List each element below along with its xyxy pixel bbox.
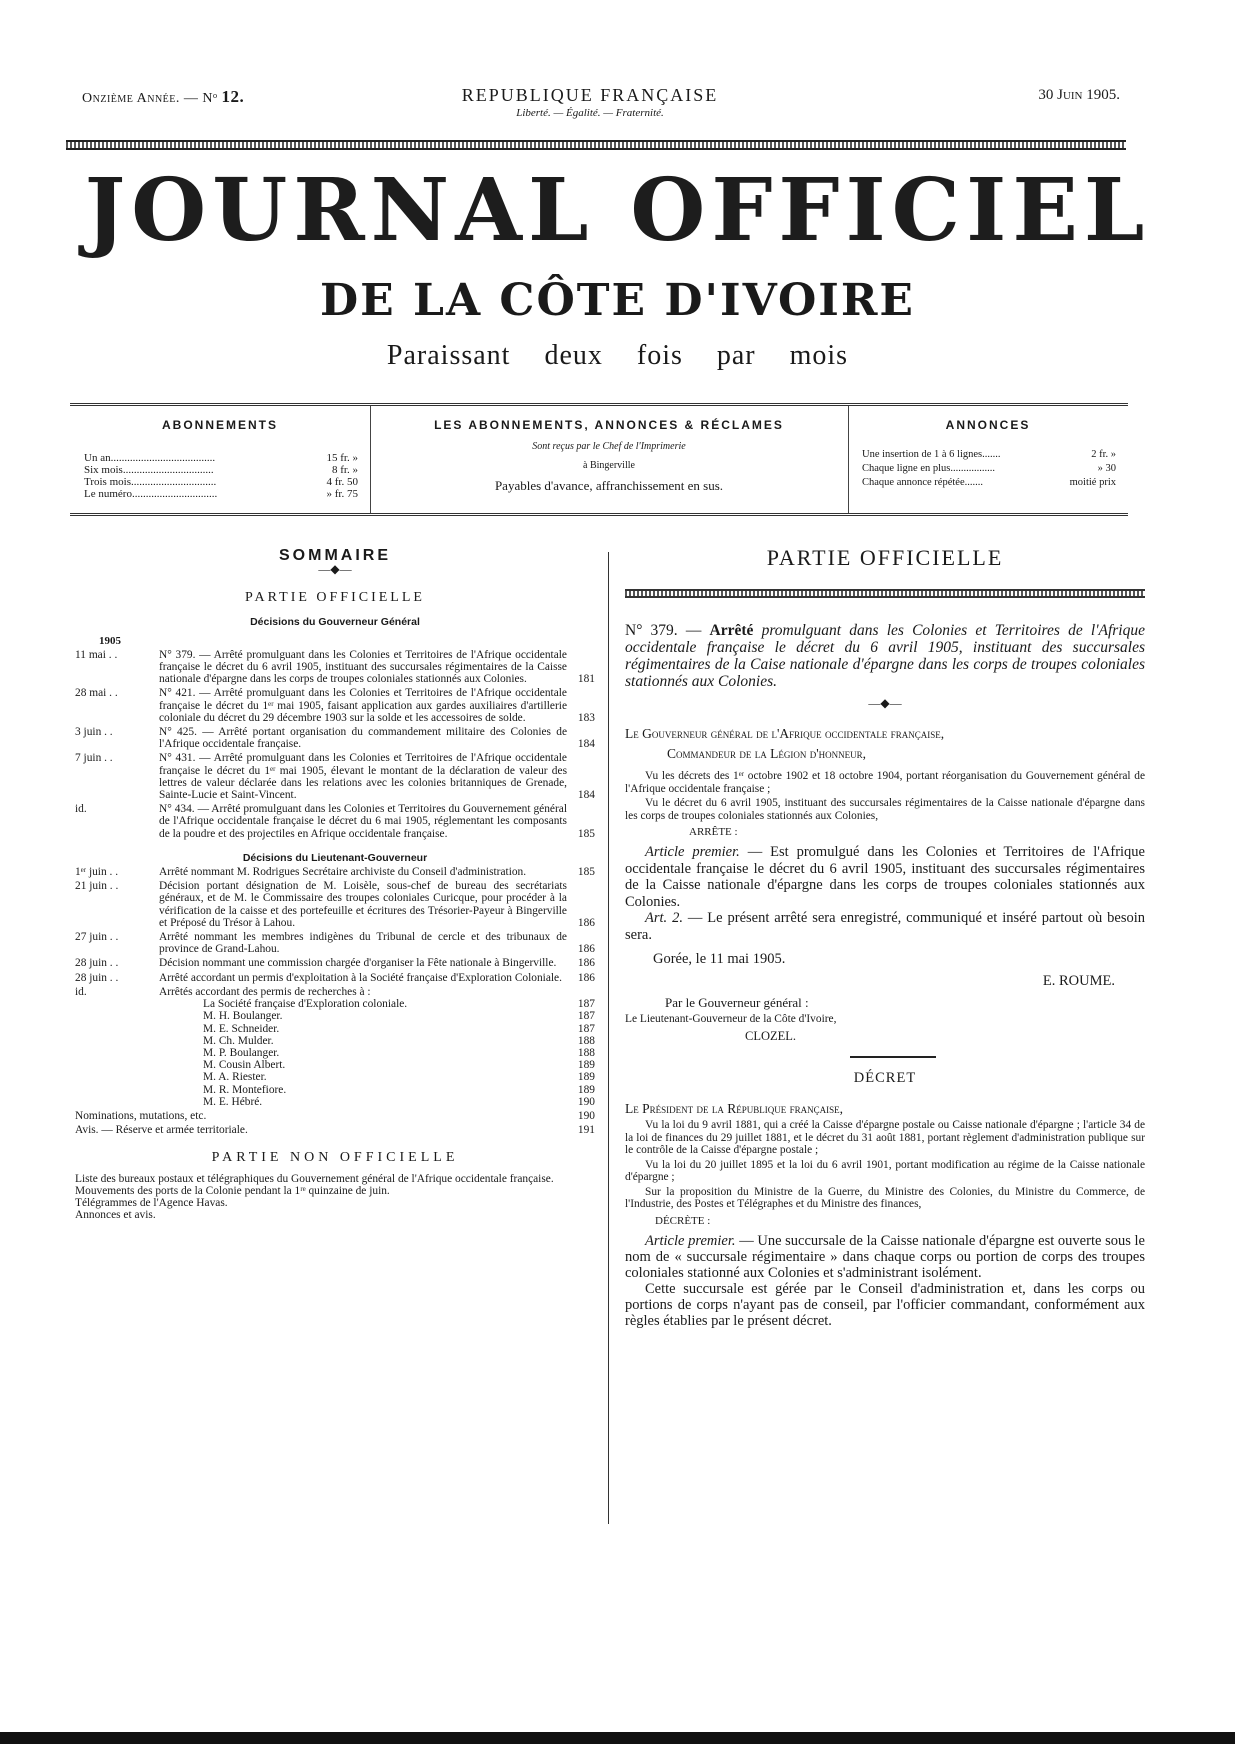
entry-date: 3 juin . .: [75, 726, 113, 739]
non-officielle-item: Annonces et avis.: [75, 1209, 156, 1222]
vu-list: [625, 770, 1145, 822]
article-text: — Est promulgué dans les Colonies et Territoires de l'Afrique occidentale française le décret du 6 avril 1905, instituant des succursales régimentaires de la Caisse nationale d'épargne dans les corps de troupes coloniales stationnés aux Colonies.: [625, 844, 1145, 910]
entry-text: Arrêté nommant les membres indigènes du Tribunal de cercle et des tribunaux de province de Grand-Lahou.: [159, 931, 567, 956]
decret-rule: [850, 1056, 936, 1058]
table-row: [75, 726, 595, 750]
decret-article-1-continued: Cette succursale est gérée par le Conseil d'administration et, dans les corps ou portions de corps n'ayant pas de conseil, par l'officier commandant, conformément aux règles établies par le présent décret.: [625, 1280, 1145, 1329]
abonnement-row: [70, 488, 370, 500]
entry-page: 181: [577, 673, 595, 686]
entry-page: 185: [577, 827, 595, 840]
entry-page: 186: [577, 943, 595, 956]
nominations-page: 190: [577, 1109, 595, 1122]
article-text: — Une succursale de la Caisse nationale d'épargne est ouverte sous le nom de « succursale régimentaire » dans chaque corps ou portion de corps des troupes coloniales stationné aux Colonies et s'administrant isolément.: [625, 1232, 1145, 1281]
arrete-label: Arrêté: [709, 622, 754, 639]
annonce-label: Chaque annonce répétée.......: [862, 477, 983, 488]
article-1: [625, 844, 1145, 910]
entry-text: Arrêté nommant M. Rodrigues Secrétaire archiviste du Conseil d'administration.: [159, 866, 527, 879]
permis-row: [75, 1071, 595, 1083]
permis-name: M. P. Boulanger.: [203, 1046, 280, 1059]
permis-page: 187: [577, 998, 595, 1011]
abonnement-label: Un an......................................: [84, 452, 216, 464]
entry-spacer: [75, 998, 159, 1010]
permis-row: [75, 1047, 595, 1059]
article-label: Article premier.: [645, 1232, 736, 1249]
issue-date: 30 Juin 1905.: [1038, 87, 1120, 103]
abonnement-label: Le numéro...............................: [84, 488, 218, 500]
entry-text: N° 434. — Arrêté promulguant dans les Colonies et Territoires du Gouvernement général de l'Afrique occidentale française le décret du 6 mai 1905, réglementant les composants de la poudre et des projectiles en Afrique occidentale française.: [159, 803, 567, 840]
partie-non-officielle-label: PARTIE NON OFFICIELLE: [211, 1150, 459, 1166]
permis-page: 187: [577, 1022, 595, 1035]
annonces-col: [848, 406, 1128, 513]
entry-spacer: [75, 1047, 159, 1059]
commandeur-line: Commandeur de la Légion d'honneur,: [667, 746, 867, 761]
annonce-price: 2 fr. »: [1091, 449, 1116, 460]
annonce-label: Chaque ligne en plus.................: [862, 463, 995, 474]
table-row: [75, 649, 595, 686]
permis-name: La Société française d'Exploration coloniale.: [203, 998, 408, 1011]
annonces-rows: [848, 448, 1128, 490]
payables-text: Payables d'avance, affranchissement en sus.: [494, 478, 724, 493]
entry-text: N° 421. — Arrêté promulguant dans les Colonies et Territoires de l'Afrique occidentale française le décret du 1ᵉʳ mai 1905, faisant application aux gardes auxiliaires d'artillerie coloniale du décret du 29 décembre 1903 sur la solde et les accessoires de solde.: [159, 687, 567, 724]
table-row: [75, 752, 595, 801]
entry-spacer: [75, 1035, 159, 1047]
list-item: [75, 1124, 595, 1136]
masthead-rule: [66, 140, 1126, 150]
abonnements-rows: [70, 452, 370, 500]
annonce-label: Une insertion de 1 à 6 lignes.......: [862, 449, 1001, 460]
periodicite: Paraissant deux fois par mois: [386, 340, 849, 371]
lieutenant-heading: Décisions du Lieutenant-Gouverneur: [242, 851, 428, 864]
permis-page: 188: [577, 1046, 595, 1059]
permis-name: M. E. Hébré.: [203, 1095, 263, 1108]
article-label: Article premier.: [645, 844, 740, 860]
permis-row: [75, 998, 595, 1010]
vu-paragraph: Vu le décret du 6 avril 1905, instituant des succursales régimentaires de la Caisse nationale d'épargne dans les corps de troupes coloniales stationnés aux Colonies,: [625, 797, 1145, 822]
entry-text: Décision nommant une commission chargée d'organiser la Fête nationale à Bingerville.: [159, 957, 557, 970]
abonnements-col: [70, 406, 371, 513]
permis-name: M. E. Schneider.: [203, 1022, 280, 1035]
lieutenant-line: Le Lieutenant-Gouverneur de la Côte d'Ivoire,: [625, 1013, 837, 1025]
gouverneur-entries: [75, 649, 595, 840]
officielle-column: [625, 545, 1145, 1329]
abonnement-label: Six mois.................................: [84, 464, 214, 476]
clozel-signature: CLOZEL.: [745, 1029, 797, 1043]
entry-text: N° 379. — Arrêté promulguant dans les Colonies et Territoires de l'Afrique occidentale française le décret du 6 avril 1905, instituant des succursales régimentaires de la Caisse nationale d'épargne dans les corps de troupes coloniales stationnés aux Colonies.: [159, 648, 567, 686]
entry-date: 7 juin . .: [75, 752, 113, 765]
annonce-price: » 30: [1097, 463, 1116, 474]
annonce-row: [848, 462, 1128, 476]
decret-vu-list: [625, 1119, 1145, 1211]
ornament: —◆—: [318, 562, 352, 577]
section-rule: [625, 589, 1145, 598]
entry-text: N° 425. — Arrêté portant organisation du commandement militaire des Colonies de l'Afrique occidentale française.: [159, 726, 567, 751]
entry-page: 183: [577, 711, 595, 724]
partie-officielle-label: PARTIE OFFICIELLE: [245, 590, 425, 606]
permis-name: M. Ch. Mulder.: [203, 1034, 274, 1047]
signature-row: [625, 947, 1145, 989]
entry-text: Décision portant désignation de M. Loisèle, sous-chef de bureau des secrétariats généraux, et de M. le Commissaire des troupes coloniales Curicque, pour procéder à la vérification de la caisse et des portefeuille et écritures des Trésorier-Payeur à Bingerville et Préposé du Trésor à Lahou.: [159, 880, 567, 929]
arrete-title: [625, 622, 1145, 690]
abonnement-price: 8 fr. »: [332, 464, 358, 476]
table-row: [75, 687, 595, 724]
entry-spacer: [75, 1096, 159, 1108]
entry-page: 186: [577, 957, 595, 970]
permis-row: [75, 1023, 595, 1035]
non-officielle-item: Télégrammes de l'Agence Havas.: [75, 1196, 228, 1209]
entry-date: 1ᵉʳ juin . .: [75, 866, 119, 879]
annonces-heading: ANNONCES: [945, 418, 1031, 432]
permis-page: 189: [577, 1071, 595, 1084]
non-officielle-list: [75, 1173, 595, 1222]
non-officielle-item: Mouvements des ports de la Colonie pendant la 1ʳᵉ quinzaine de juin.: [75, 1184, 390, 1197]
entry-spacer: [75, 1010, 159, 1022]
article-text: — Le présent arrêté sera enregistré, communiqué et inséré partout où besoin sera.: [625, 910, 1146, 943]
permis-row: [75, 1010, 595, 1022]
table-row: [75, 986, 595, 998]
entry-text: Arrêtés accordant des permis de recherches à :: [159, 985, 371, 998]
lieu-text: à Bingerville: [583, 460, 635, 471]
table-row: [75, 972, 595, 984]
decret-vu-paragraph: Vu la loi du 9 avril 1881, qui a créé la Caisse d'épargne postale ou Caisse nationale d'épargne ; l'article 34 de la loi de finances du 29 juillet 1881, et le décret du 31 août 1881, portant règlement d'administration publique sur le contrôle de la Caisse d'épargne postale ;: [625, 1119, 1145, 1156]
lieu-date: Gorée, le 11 mai 1905.: [653, 951, 786, 967]
decret-vu-paragraph: Vu la loi du 20 juillet 1895 et la loi du 6 avril 1901, portant modification au régime de la Caisse nationale d'épargne ;: [625, 1158, 1145, 1183]
entry-text: Arrêté accordant un permis d'exploitation à la Société française d'Exploration Coloniale.: [159, 971, 562, 984]
entry-spacer: [75, 1023, 159, 1035]
permis-name: M. A. Riester.: [203, 1071, 267, 1084]
entry-date: 11 mai . .: [75, 648, 118, 661]
gouverneur-line: Le Gouverneur général de l'Afrique occidentale française,: [625, 726, 945, 741]
entry-spacer: [75, 1084, 159, 1096]
annonce-row: [848, 448, 1128, 462]
nominations-text: Nominations, mutations, etc.: [75, 1109, 207, 1122]
reclames-col: [370, 406, 849, 513]
permis-name: M. Cousin Albert.: [203, 1059, 286, 1072]
scan-border: [0, 1732, 1235, 1744]
recus-text: Sont reçus par le Chef de l'Imprimerie: [532, 441, 686, 452]
permis-row: [75, 1059, 595, 1071]
entry-spacer: [75, 1059, 159, 1071]
table-row: [75, 866, 595, 878]
signature: E. ROUME.: [1042, 973, 1115, 989]
permis-page: 187: [577, 1010, 595, 1023]
entry-page: 184: [577, 738, 595, 751]
partie-officielle-heading: PARTIE OFFICIELLE: [766, 545, 1004, 570]
abonnement-price: 4 fr. 50: [326, 476, 358, 488]
article-2: [625, 910, 1145, 943]
permis-page: 190: [577, 1095, 595, 1108]
permis-page: 189: [577, 1059, 595, 1072]
entry-date: id.: [75, 803, 87, 816]
sommaire-column: [75, 547, 595, 1222]
abonnement-price: 15 fr. »: [326, 452, 358, 464]
permis-entries: [75, 998, 595, 1108]
annonce-price: moitié prix: [1069, 477, 1116, 488]
entry-page: 186: [577, 971, 595, 984]
subscription-box: [70, 403, 1128, 516]
ornament: —◆—: [868, 696, 902, 710]
devise: Liberté. — Égalité. — Fraternité.: [516, 107, 664, 119]
decret-heading: DÉCRET: [853, 1070, 917, 1086]
entry-date: 28 juin . .: [75, 971, 119, 984]
table-row: [75, 803, 595, 840]
table-row: [75, 880, 595, 929]
sommaire-heading: SOMMAIRE: [279, 547, 391, 564]
journal-title: JOURNAL OFFICIEL: [84, 160, 1151, 261]
permis-page: 188: [577, 1034, 595, 1047]
issue-number: Onzième Année. — Nᵒ 12.: [82, 87, 245, 106]
entry-date: 27 juin . .: [75, 931, 119, 944]
decret-vu-paragraph: Sur la proposition du Ministre de la Guerre, du Ministre des Colonies, du Ministre du Commerce, de l'Industrie, des Postes et Télégraphes et du Ministre des finances,: [625, 1185, 1145, 1210]
vu-paragraph: Vu les décrets des 1ᵉʳ octobre 1902 et 18 octobre 1904, portant réorganisation du Gouvernement général de l'Afrique occidentale française ;: [625, 770, 1145, 795]
year-label: 1905: [99, 634, 121, 647]
decret-article-1: [625, 1233, 1145, 1281]
abonnement-row: [70, 452, 370, 464]
decrete-word: DÉCRÈTE :: [655, 1214, 711, 1227]
entry-page: 185: [577, 866, 595, 879]
entry-text: N° 431. — Arrêté promulguant dans les Colonies et Territoires de l'Afrique occidentale française le décret du 1ᵉʳ mai 1905, élevant le montant de la déclaration de valeur des lettres de valeur déclarée dans les relations avec les colonies britanniques de Grenade, Sainte-Lucie et Saint-Vincent.: [159, 752, 567, 802]
abonnement-row: [70, 464, 370, 476]
abonnements-heading: ABONNEMENTS: [161, 418, 278, 432]
entry-date: 28 mai . .: [75, 687, 118, 700]
entry-spacer: [75, 1071, 159, 1083]
entry-date: 21 juin . .: [75, 880, 119, 893]
lieutenant-entries: [75, 866, 595, 998]
permis-row: [75, 1084, 595, 1096]
permis-name: M. R. Montefiore.: [203, 1083, 287, 1096]
arrete-word: ARRÊTE :: [689, 826, 738, 838]
permis-name: M. H. Boulanger.: [203, 1010, 283, 1023]
republique-label: REPUBLIQUE FRANÇAISE: [461, 85, 719, 105]
par-le-gouverneur: Par le Gouverneur général :: [665, 995, 809, 1010]
abonnement-row: [70, 476, 370, 488]
abonnement-price: » fr. 75: [326, 488, 358, 500]
non-officielle-item: Liste des bureaux postaux et télégraphiques du Gouvernement général de l'Afrique occidentale française.: [75, 1172, 554, 1185]
president-line: Le Président de la République française,: [625, 1101, 844, 1116]
list-item: [75, 1110, 595, 1122]
masthead-topline: [60, 85, 1120, 125]
avis-text: Avis. — Réserve et armée territoriale.: [75, 1124, 248, 1137]
abonnement-label: Trois mois...............................: [84, 476, 217, 488]
table-row: [75, 957, 595, 969]
annonce-row: [848, 476, 1128, 490]
reclames-heading: LES ABONNEMENTS, ANNONCES & RÉCLAMES: [434, 418, 784, 432]
article-label: Art. 2.: [645, 910, 683, 926]
entry-page: 186: [577, 916, 595, 929]
gouverneur-heading: Décisions du Gouverneur Général: [250, 616, 420, 629]
entry-date: id.: [75, 985, 87, 998]
entry-date: 28 juin . .: [75, 957, 119, 970]
permis-row: [75, 1035, 595, 1047]
permis-row: [75, 1096, 595, 1108]
arrete-subject: promulguant dans les Colonies et Territoires de l'Afrique occidentale française le décret du 6 avril 1905, instituant des succursales régimentaires de la Caise nationale d'épargne dans les corps de troupes coloniales stationnés aux Colonies.: [625, 622, 1145, 690]
entry-page: 184: [577, 789, 595, 802]
table-row: [75, 931, 595, 955]
avis-page: 191: [577, 1124, 595, 1137]
journal-subtitle: DE LA CÔTE D'IVOIRE: [320, 275, 915, 326]
permis-page: 189: [577, 1083, 595, 1096]
column-divider: [608, 552, 609, 1524]
arrete-number: N° 379. —: [625, 622, 702, 639]
